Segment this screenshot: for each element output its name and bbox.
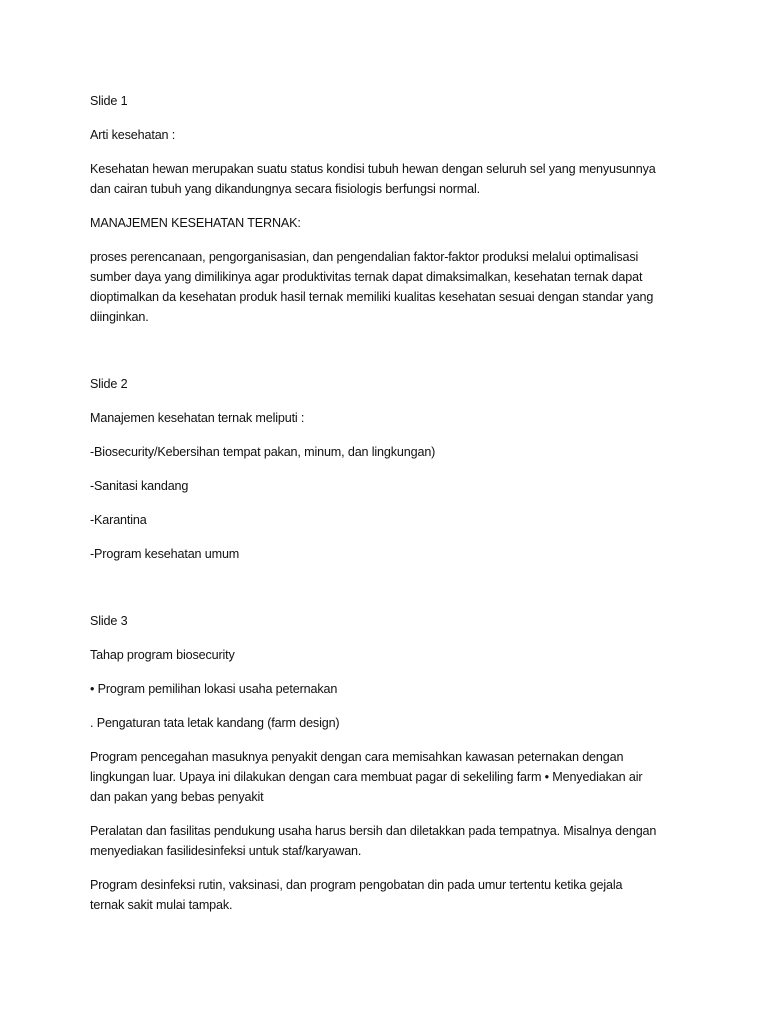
slide-1-paragraph: MANAJEMEN KESEHATAN TERNAK: (90, 216, 301, 230)
slide-2-list-item: -Karantina (90, 513, 147, 527)
slide-1-paragraph: Arti kesehatan : (90, 128, 176, 142)
slide-3-list-item: • Program pemilihan lokasi usaha peternakan (90, 682, 338, 696)
slide-2-list-item: -Program kesehatan umum (90, 547, 240, 561)
slide-1-paragraph: Kesehatan hewan merupakan suatu status kondisi tubuh hewan dengan seluruh sel yang menyusunnya dan cairan tubuh yang dikandungnya secara fisiologis berfungsi normal. (90, 162, 656, 196)
slide-3-list-item: . Pengaturan tata letak kandang (farm design) (90, 716, 340, 730)
slide-3-paragraph: Program pencegahan masuknya penyakit dengan cara memisahkan kawasan peternakan dengan lingkungan luar. Upaya ini dilakukan dengan cara membuat pagar di sekeliling farm • Menyediakan air dan pakan yang bebas penyakit (90, 750, 643, 804)
slide-3-paragraph: Program desinfeksi rutin, vaksinasi, dan program pengobatan din pada umur tertentu ketika gejala ternak sakit mulai tampak. (90, 878, 623, 912)
slide-1-paragraph: proses perencanaan, pengorganisasian, dan pengendalian faktor-faktor produksi melalui optimalisasi sumber daya yang dimilikinya agar produktivitas ternak dapat dimaksimalkan, kesehatan ternak dapat dioptimalkan da kesehatan produk hasil ternak memiliki kualitas kesehatan sesuai dengan standar yang diinginkan. (90, 250, 654, 324)
slide-3-paragraph: Peralatan dan fasilitas pendukung usaha harus bersih dan diletakkan pada tempatnya. Misalnya dengan menyediakan fasilidesinfeksi untuk staf/karyawan. (90, 824, 657, 858)
slide-2-heading: Slide 2 (90, 377, 128, 391)
slide-3-heading: Slide 3 (90, 614, 128, 628)
slide-2-paragraph: Manajemen kesehatan ternak meliputi : (90, 411, 305, 425)
slide-1-heading: Slide 1 (90, 94, 128, 108)
slide-3-paragraph: Tahap program biosecurity (90, 648, 235, 662)
document-page (90, 91, 690, 929)
slide-separator (90, 578, 690, 611)
slide-2-list-item: -Biosecurity/Kebersihan tempat pakan, minum, dan lingkungan) (90, 445, 436, 459)
slide-2-list-item: -Sanitasi kandang (90, 479, 189, 493)
slide-separator (90, 341, 690, 374)
